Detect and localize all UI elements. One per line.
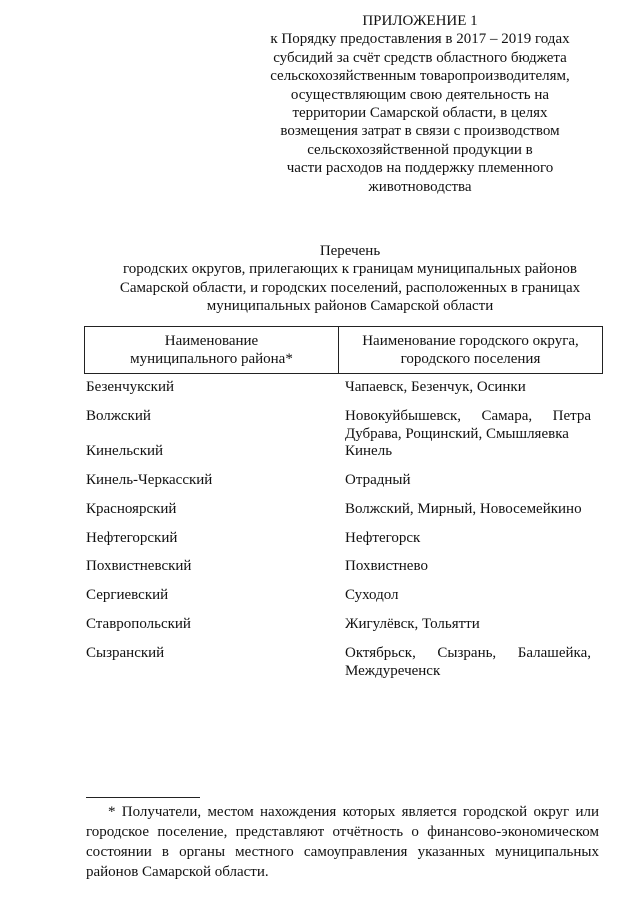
district-name: Волжский bbox=[86, 408, 151, 424]
towns-cell bbox=[345, 644, 591, 680]
appendix-line: возмещения затрат в связи с производством bbox=[280, 123, 560, 140]
appendix-line: животноводства bbox=[368, 178, 472, 195]
towns-text: Похвистнево bbox=[345, 558, 428, 574]
district-name: Нефтегорский bbox=[86, 530, 178, 546]
towns-text: Междуреченск bbox=[345, 663, 441, 679]
header-text: городского поселения bbox=[400, 351, 541, 367]
towns-cell bbox=[345, 471, 591, 489]
towns-text: Волжский, Мирный, Новосемейкино bbox=[345, 501, 582, 517]
table-header bbox=[84, 326, 603, 374]
list-heading: Перечень bbox=[319, 243, 381, 259]
appendix-block bbox=[262, 12, 578, 196]
towns-text: Октябрьск, Сызрань, Балашейка, bbox=[345, 645, 591, 661]
footnote-line: * Получатели, местом нахождения которых является городской округ или bbox=[108, 804, 599, 820]
list-title-block bbox=[80, 242, 620, 316]
appendix-line: территории Самарской области, в целях bbox=[292, 105, 548, 122]
district-name: Красноярский bbox=[86, 501, 177, 517]
header-cell-towns bbox=[339, 327, 602, 373]
towns-cell bbox=[345, 442, 591, 460]
towns-cell bbox=[345, 557, 591, 575]
footnote-line: городское поселение, представляют отчётность о финансово-экономическом bbox=[86, 824, 599, 840]
towns-cell bbox=[345, 615, 591, 633]
appendix-line: части расходов на поддержку племенного bbox=[286, 160, 554, 177]
appendix-line: субсидий за счёт средств областного бюджета bbox=[273, 49, 567, 66]
footnote-separator bbox=[86, 797, 200, 798]
towns-text: Чапаевск, Безенчук, Осинки bbox=[345, 379, 526, 395]
towns-text: Суходол bbox=[345, 587, 399, 603]
district-name: Кинельский bbox=[86, 443, 164, 459]
district-name: Безенчукский bbox=[86, 379, 175, 395]
towns-cell bbox=[345, 500, 591, 518]
appendix-line: сельскохозяйственной продукции в bbox=[307, 141, 533, 158]
towns-text: Дубрава, Рощинский, Смышляевка bbox=[345, 426, 569, 442]
towns-cell bbox=[345, 407, 591, 443]
header-cell-district bbox=[85, 327, 339, 373]
towns-text: Новокуйбышевск, Самара, Петра bbox=[345, 408, 591, 424]
appendix-heading: ПРИЛОЖЕНИЕ 1 bbox=[362, 13, 478, 29]
towns-cell bbox=[345, 378, 591, 396]
footnote bbox=[86, 802, 599, 882]
towns-cell bbox=[345, 586, 591, 604]
towns-text: Нефтегорск bbox=[345, 530, 421, 546]
header-text: Наименование городского округа, bbox=[362, 333, 579, 349]
district-name: Сызранский bbox=[86, 645, 165, 661]
towns-text: Отрадный bbox=[345, 472, 411, 488]
list-subtitle-line: городских округов, прилегающих к границам муниципальных районов bbox=[123, 261, 577, 278]
towns-text: Жигулёвск, Тольятти bbox=[345, 616, 480, 632]
appendix-line: к Порядку предоставления в 2017 – 2019 годах bbox=[270, 31, 570, 48]
district-name: Похвистневский bbox=[86, 558, 192, 574]
header-text: Наименование bbox=[164, 333, 259, 349]
towns-text: Кинель bbox=[345, 443, 393, 459]
district-name: Сергиевский bbox=[86, 587, 169, 603]
list-subtitle-line: муниципальных районов Самарской области bbox=[206, 298, 494, 315]
district-name: Кинель-Черкасский bbox=[86, 472, 213, 488]
appendix-line: сельскохозяйственным товаропроизводителям, bbox=[270, 68, 570, 85]
footnote-line: районов Самарской области. bbox=[86, 864, 269, 880]
list-subtitle-line: Самарской области, и городских поселений, расположенных в границах bbox=[119, 279, 581, 296]
towns-cell bbox=[345, 529, 591, 547]
header-text: муниципального района* bbox=[130, 351, 293, 367]
appendix-line: осуществляющим свою деятельность на bbox=[290, 86, 550, 103]
district-name: Ставропольский bbox=[86, 616, 191, 632]
footnote-line: состоянии в органы местного самоуправления указанных муниципальных bbox=[86, 844, 599, 860]
